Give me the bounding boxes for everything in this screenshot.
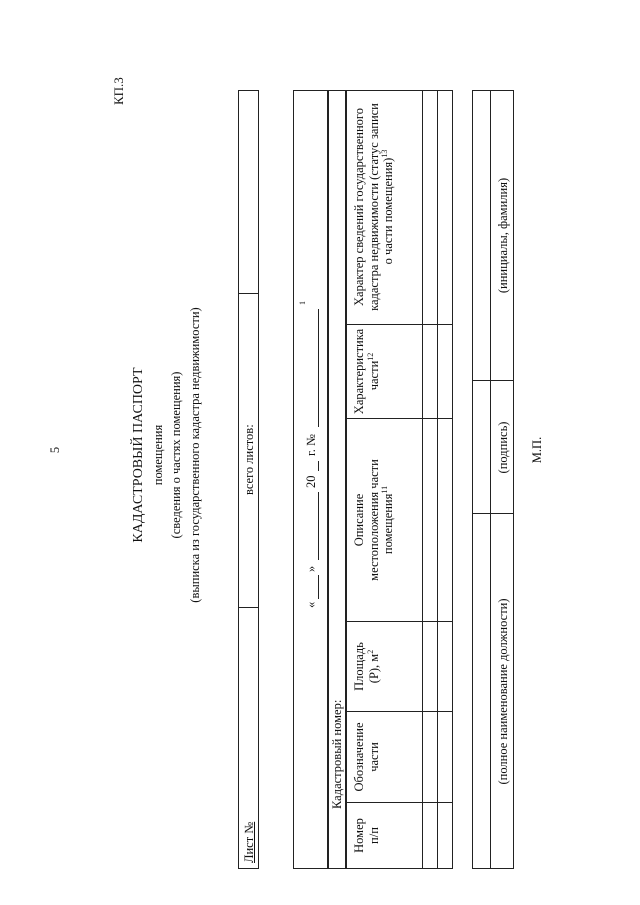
cadastral-number-label: Кадастровый номер: — [330, 699, 344, 809]
header-row-number: Номер п/п — [352, 818, 381, 853]
page-number: 5 — [48, 446, 62, 454]
page-title: КАДАСТРОВЫЙ ПАСПОРТ — [131, 367, 146, 543]
position-label: (полное наименование должности) — [496, 598, 510, 785]
form-code: КП.3 — [111, 77, 126, 105]
subtitle-premises: помещения — [151, 424, 165, 486]
header-area: Площадь (Р), $м^2$ — [352, 642, 381, 691]
signature-label: (подпись) — [496, 421, 510, 474]
date-footnote: 1 — [298, 301, 307, 305]
header-part-designation: Обозначение части — [352, 722, 381, 792]
close-quote: » — [304, 565, 318, 572]
subtitle-extract: (выписка из государственного кадастра недвижимости) — [188, 307, 202, 603]
sheet-number-label: Лист № — [242, 821, 256, 863]
year-prefix: 20 — [304, 475, 318, 488]
stamp-label: М.П. — [530, 436, 544, 464]
name-label: (инициалы, фамилия) — [496, 177, 510, 294]
total-sheets-label: всего листов: — [242, 424, 256, 495]
header-part-characteristic: Характеристика части$^{12}$ — [352, 328, 381, 415]
open-quote: « — [304, 601, 318, 608]
header-location-description: Описание местоположения части помещения$^{11}$ — [352, 459, 395, 581]
year-suffix: г. № — [304, 434, 318, 456]
subtitle-parts: (сведения о частях помещения) — [169, 371, 183, 539]
header-record-status: Характер сведений государственного кадастра недвижимости (статус записи о части помещения)$^{13}$ — [352, 103, 395, 311]
